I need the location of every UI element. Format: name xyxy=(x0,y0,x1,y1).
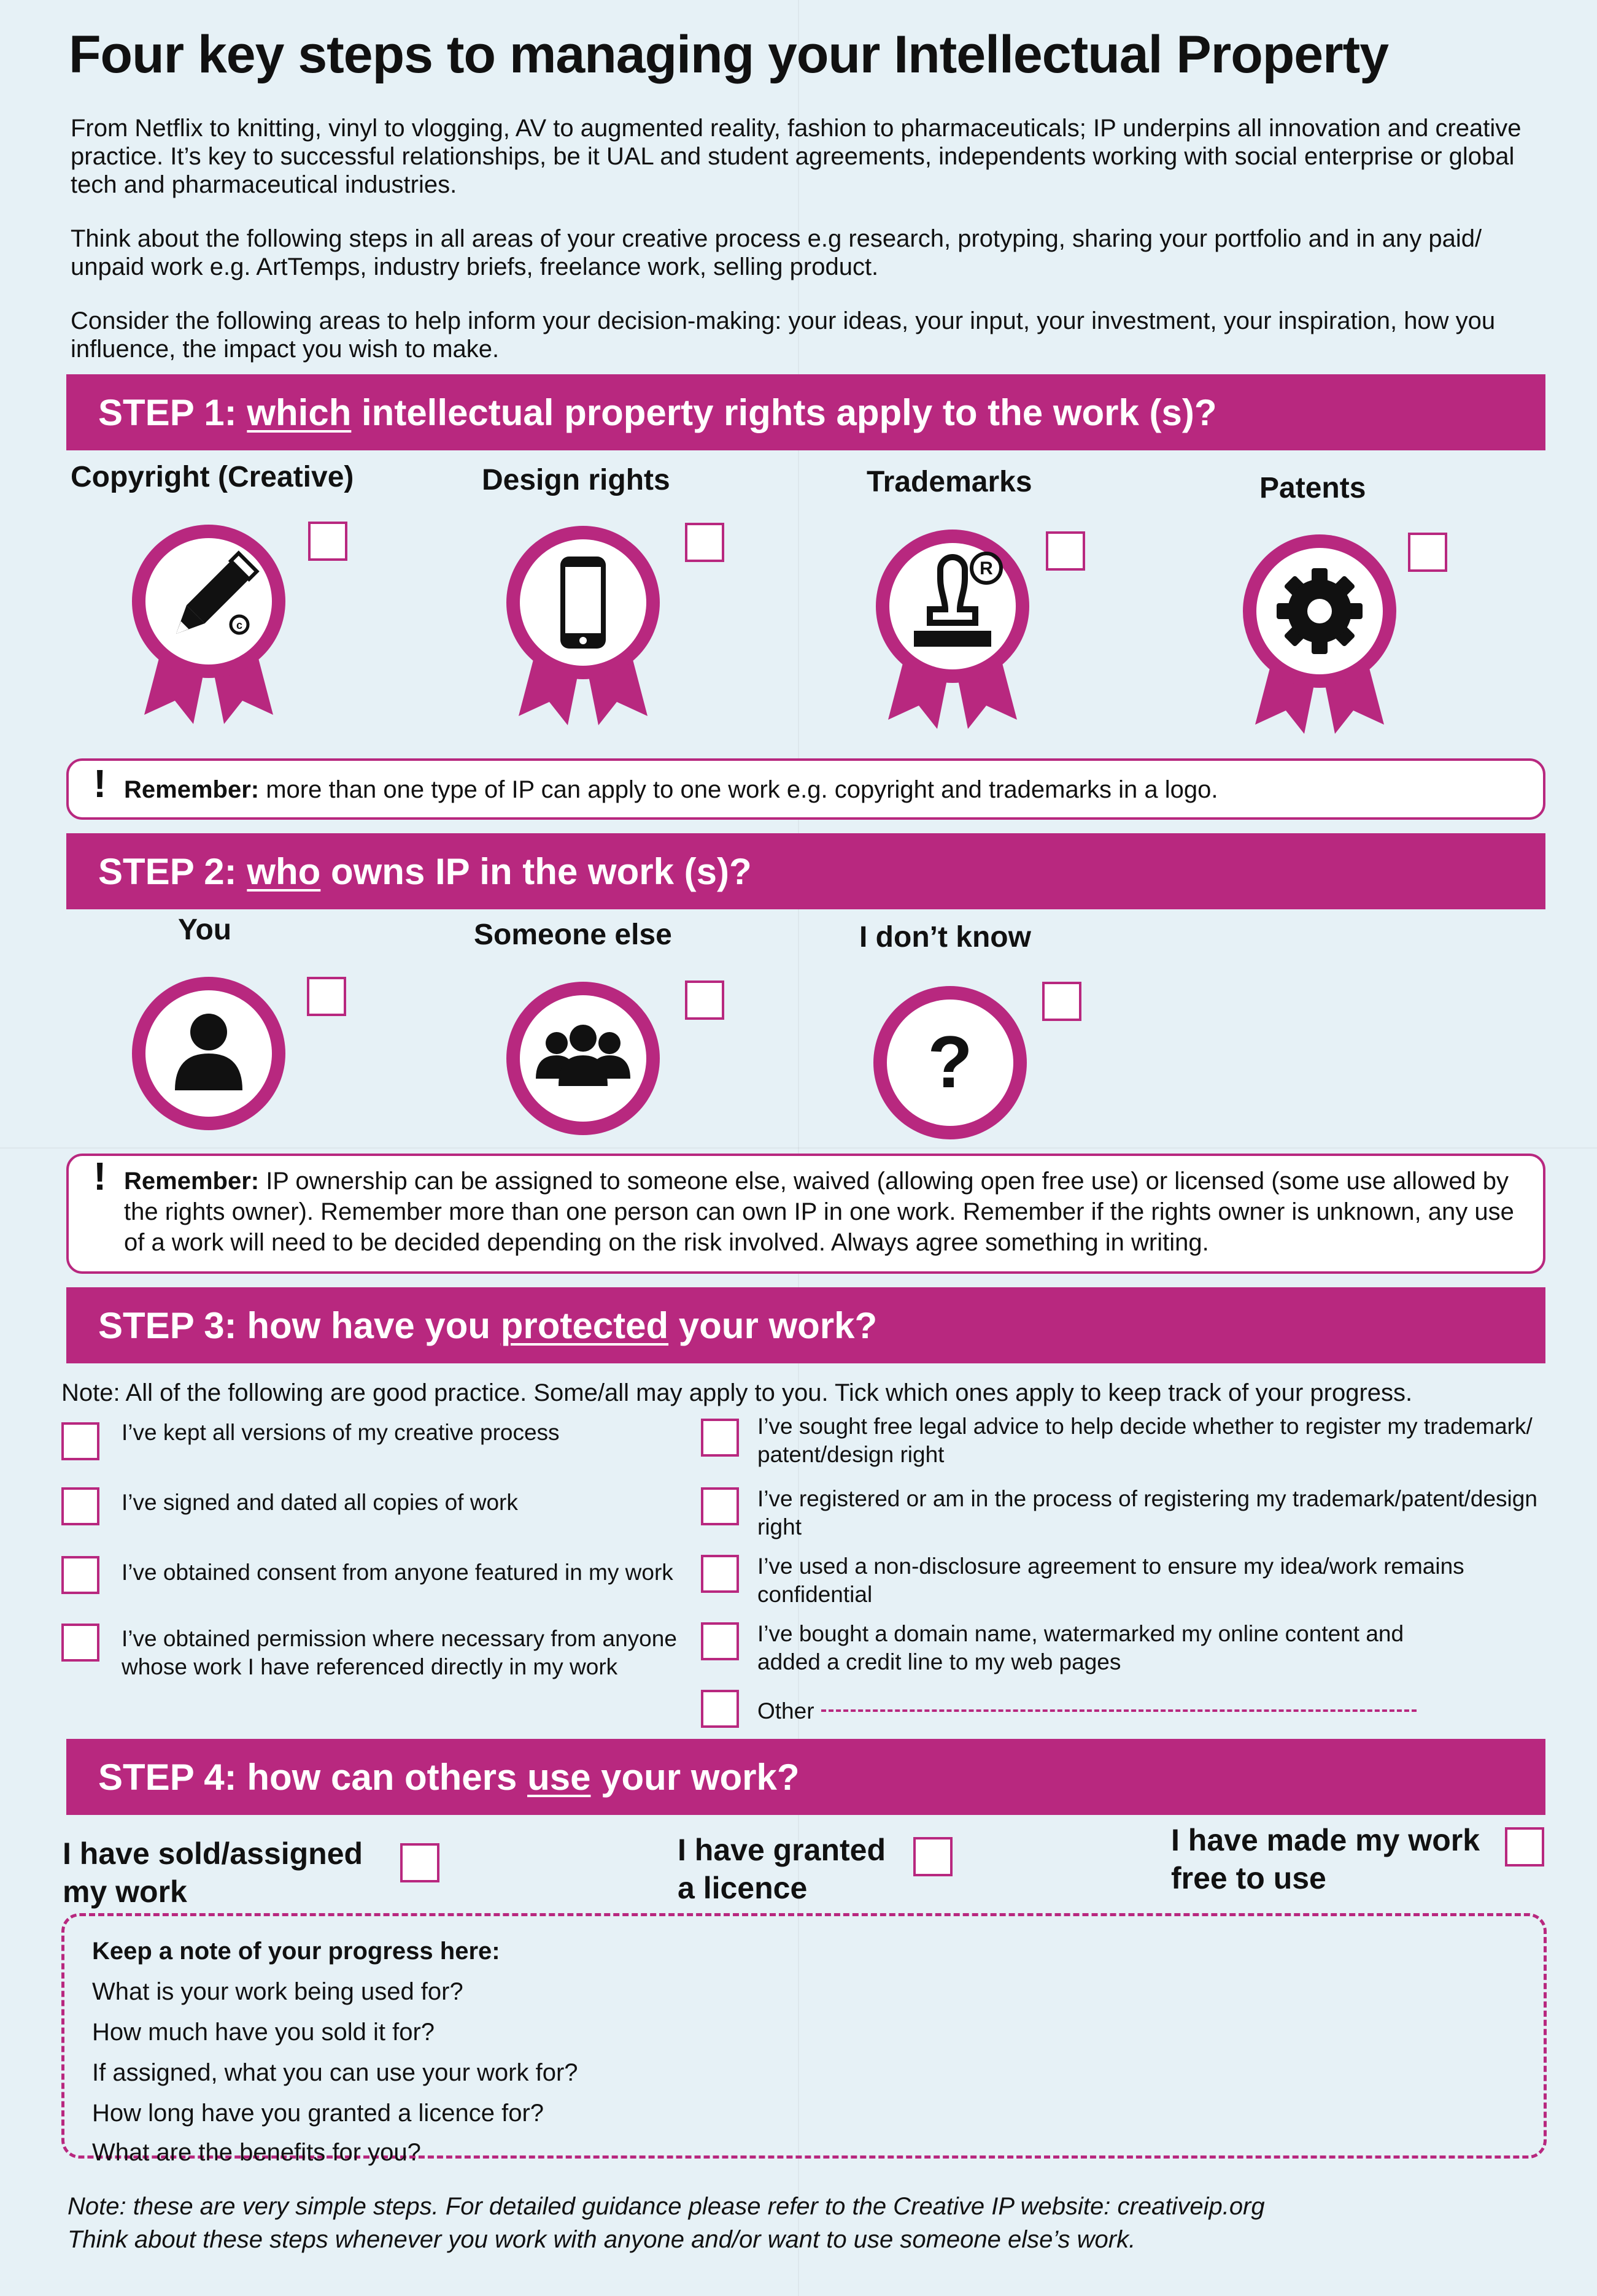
other-input-line[interactable] xyxy=(821,1709,1417,1712)
paper-fold-horizontal xyxy=(0,1147,1597,1149)
granted-licence-checkbox[interactable] xyxy=(913,1837,953,1876)
intro-paragraph-1: From Netflix to knitting, vinyl to vlogging, AV to augmented reality, fashion to pharmaceuticals; IP underpins all innovation and creative practice. It’s key to successful relationships, be it UAL and student agreements, independents working with social enterprise or global tech and pharmaceutical industries. xyxy=(71,115,1522,198)
step4-header xyxy=(66,1739,1545,1815)
option-trademarks-label: Trademarks xyxy=(867,466,1032,498)
obtained-permission-label: I’ve obtained permission where necessary from anyone whose work I have referenced directly in my work xyxy=(122,1626,677,1679)
step1-prefix: STEP 1: xyxy=(98,391,247,433)
svg-text:R: R xyxy=(980,558,993,579)
owner-someone-else-checkbox[interactable] xyxy=(685,980,724,1020)
page-title: Four key steps to managing your Intellectual Property xyxy=(69,25,1389,84)
step3-keyword: protected xyxy=(500,1304,669,1346)
granted-licence-label: I have granted a licence xyxy=(678,1833,886,1905)
owner-dont-know-checkbox[interactable] xyxy=(1042,982,1081,1021)
step1-remember-box xyxy=(66,758,1545,820)
owner-someone-else-label: Someone else xyxy=(474,919,672,951)
copyright-checkbox[interactable] xyxy=(308,522,347,561)
progress-title: Keep a note of your progress here: xyxy=(92,1938,500,1965)
design-rights-checkbox[interactable] xyxy=(685,523,724,562)
step2-remember-box xyxy=(66,1154,1545,1274)
free-to-use-label: I have made my work free to use xyxy=(1171,1823,1480,1895)
option-patents-label: Patents xyxy=(1259,472,1366,504)
question-mark-icon xyxy=(867,980,1033,1146)
footer-note: Note: these are very simple steps. For detailed guidance please refer to the Creative IP website: creativeip.org xyxy=(68,2193,1265,2220)
svg-text:?: ? xyxy=(927,1021,973,1103)
obtained-consent-label: I’ve obtained consent from anyone featured in my work xyxy=(122,1560,673,1585)
owner-you-checkbox[interactable] xyxy=(307,977,346,1016)
gear-icon xyxy=(1231,531,1409,740)
sold-assigned-checkbox[interactable] xyxy=(400,1843,439,1882)
nda-label: I’ve used a non-disclosure agreement to ensure my idea/work remains confidential xyxy=(757,1554,1464,1607)
domain-name-label: I’ve bought a domain name, watermarked my online content and added a credit line to my web pages xyxy=(757,1621,1404,1674)
group-icon xyxy=(500,976,666,1141)
step1-remember-text: more than one type of IP can apply to one work e.g. copyright and trademarks in a logo. xyxy=(259,776,1218,803)
step4-suffix: your work? xyxy=(590,1756,800,1798)
person-icon xyxy=(126,971,292,1136)
exclamation-icon: ! xyxy=(93,1154,107,1198)
domain-name-checkbox[interactable] xyxy=(701,1622,739,1660)
svg-text:c: c xyxy=(236,619,243,631)
step2-header xyxy=(66,833,1545,909)
mobile-phone-icon xyxy=(494,523,672,731)
kept-versions-label: I’ve kept all versions of my creative process xyxy=(122,1420,560,1445)
other-label: Other xyxy=(757,1698,814,1724)
registered-label: I’ve registered or am in the process of registering my trademark/patent/design right xyxy=(757,1486,1537,1539)
intro-paragraph-3: Consider the following areas to help inform your decision-making: your ideas, your input, your investment, your inspiration, how you influence, the impact you wish to make. xyxy=(71,307,1496,363)
progress-question-assigned: If assigned, what you can use your work for? xyxy=(92,2059,578,2086)
other-checkbox[interactable] xyxy=(701,1690,739,1728)
progress-question-usage: What is your work being used for? xyxy=(92,1978,463,2005)
stamp-registered-icon xyxy=(864,526,1042,735)
free-to-use-checkbox[interactable] xyxy=(1505,1827,1544,1866)
footer-reminder: Think about these steps whenever you work with anyone and/or want to use someone else’s work. xyxy=(68,2226,1136,2253)
step1-remember-label: Remember: xyxy=(124,776,260,803)
option-design-rights-label: Design rights xyxy=(482,464,670,496)
kept-versions-checkbox[interactable] xyxy=(61,1422,99,1460)
progress-question-benefits: What are the benefits for you? xyxy=(92,2139,421,2166)
step4-prefix: STEP 4: how can others xyxy=(98,1756,528,1798)
step3-note: Note: All of the following are good practice. Some/all may apply to you. Tick which ones apply to keep track of your progress. xyxy=(61,1379,1413,1406)
trademarks-checkbox[interactable] xyxy=(1046,531,1085,571)
signed-dated-checkbox[interactable] xyxy=(61,1487,99,1525)
step1-suffix: intellectual property rights apply to the work (s)? xyxy=(351,391,1217,433)
step1-header xyxy=(66,374,1545,450)
option-copyright-label: Copyright (Creative) xyxy=(71,461,354,493)
legal-advice-checkbox[interactable] xyxy=(701,1419,739,1457)
step3-prefix: STEP 3: how have you xyxy=(98,1304,501,1346)
step2-remember-text: IP ownership can be assigned to someone else, waived (allowing open free use) or licensed (some use allowed by the rights owner). Remember more than one person can own IP in one work. Remember if the rights owner is unknown, any use of a work will need to be decided depending on the risk involved. Always agree something in writing. xyxy=(124,1168,1514,1256)
step3-header xyxy=(66,1287,1545,1363)
intro-paragraph-2: Think about the following steps in all areas of your creative process e.g research, protyping, sharing your portfolio and in any paid/ unpaid work e.g. ArtTemps, industry briefs, freelance work, selling product. xyxy=(71,225,1482,280)
progress-question-licence: How long have you granted a licence for? xyxy=(92,2100,544,2127)
owner-you-label: You xyxy=(178,914,232,946)
step2-suffix: owns IP in the work (s)? xyxy=(320,850,752,892)
obtained-consent-checkbox[interactable] xyxy=(61,1556,99,1594)
signed-dated-label: I’ve signed and dated all copies of work xyxy=(122,1490,518,1515)
sold-assigned-label: I have sold/assigned my work xyxy=(63,1836,363,1909)
exclamation-icon: ! xyxy=(93,761,107,806)
pencil-copyright-icon xyxy=(120,522,298,730)
progress-question-price: How much have you sold it for? xyxy=(92,2019,435,2046)
owner-dont-know-label: I don’t know xyxy=(859,921,1031,953)
legal-advice-label: I’ve sought free legal advice to help decide whether to register my trademark/ patent/design right xyxy=(757,1414,1533,1467)
step4-keyword: use xyxy=(527,1756,591,1798)
step2-prefix: STEP 2: xyxy=(98,850,247,892)
nda-checkbox[interactable] xyxy=(701,1555,739,1593)
patents-checkbox[interactable] xyxy=(1408,533,1447,572)
step1-keyword: which xyxy=(247,391,352,433)
step2-keyword: who xyxy=(247,850,321,892)
step3-suffix: your work? xyxy=(668,1304,878,1346)
obtained-permission-checkbox[interactable] xyxy=(61,1624,99,1662)
registered-checkbox[interactable] xyxy=(701,1487,739,1525)
step2-remember-label: Remember: xyxy=(124,1168,260,1195)
